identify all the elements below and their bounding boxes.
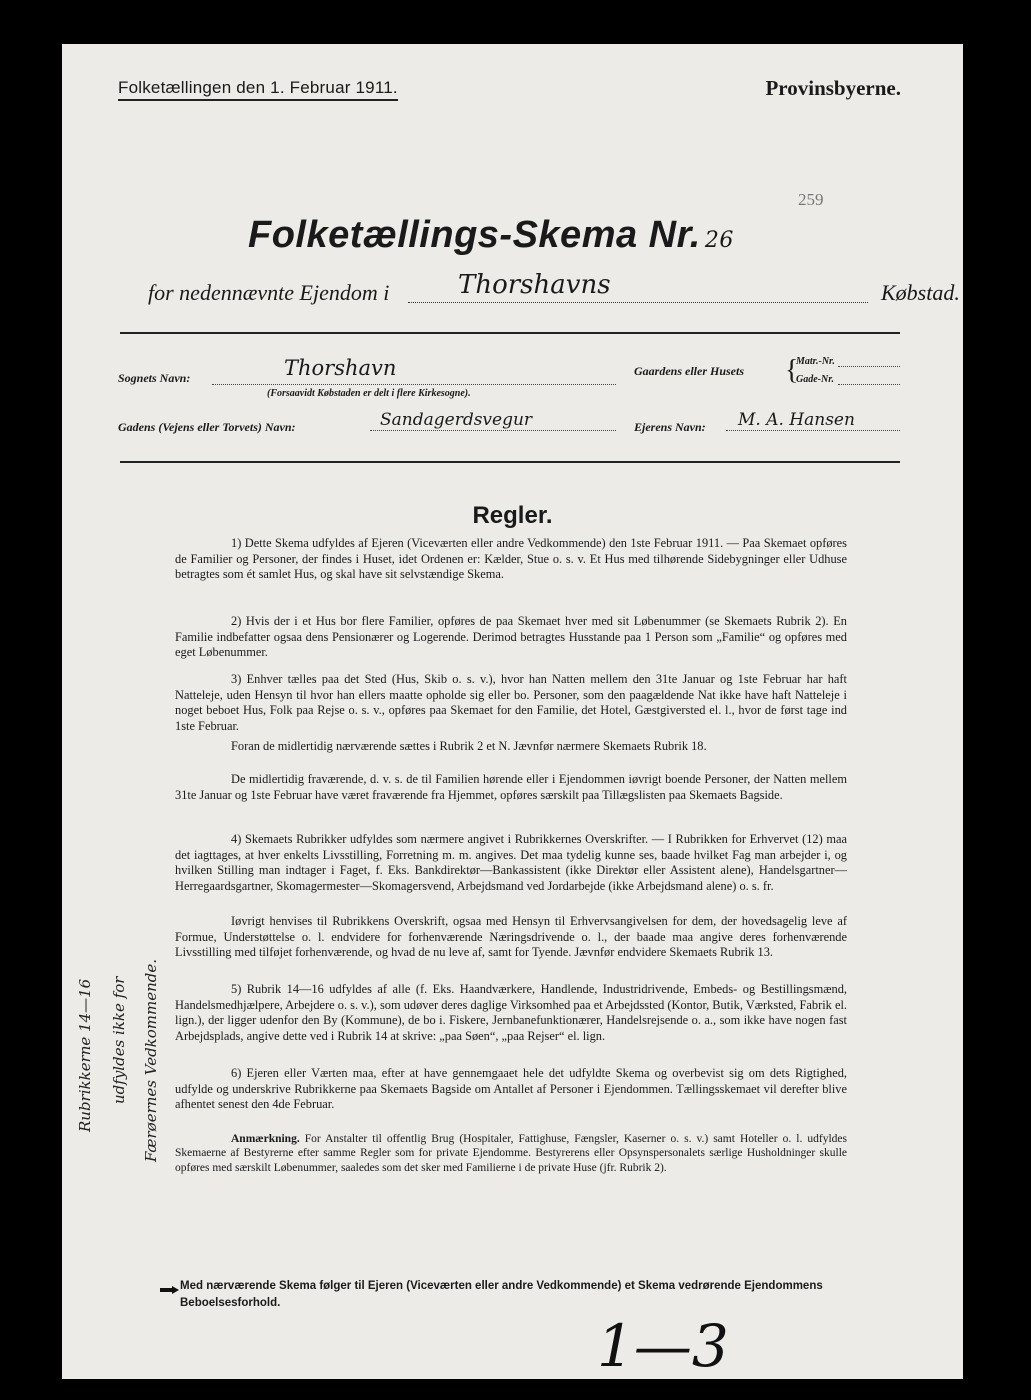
rule-paragraph-2: 2) Hvis der i et Hus bor flere Familier, opføres de paa Skemaet hver med sit Løbenummer (se Skemaets Rubrik 2). En Familie indbefatter ogsaa dens Pensionærer og Logerende. Derimod betragtes Husstande paa 1 Person som „Familie“ og opføres med eget Løbenummer.: [175, 614, 847, 660]
rule-paragraph-3b: Foran de midlertidig nærværende sættes i Rubrik 2 et N. Jævnfør nærmere Skemaets Rubrik 18.: [231, 739, 707, 753]
form-title: [248, 214, 734, 257]
note-label: Anmærkning.: [231, 1133, 300, 1145]
census-title: Folketællingen den 1. Februar 1911.: [118, 78, 398, 101]
divider-top: [120, 332, 900, 334]
rule-paragraph-3: 3) Enhver tælles paa det Sted (Hus, Skib o. s. v.), hvor han Natten mellem den 31te Januar og 1ste Februar har haft Natteleje, uden Hensyn til hvor han ellers maatte opholde sig eller bo. Personer, som den paagældende Nat ikke have haft Natteleje i noget beboet Hus, Folk paa Rejse o. s. v., opføres paa Skemaet for den Familie, det Hotel, Gæstgiversted el. l., hvor de først tage ind 1ste Februar.: [175, 672, 847, 733]
matr-label: Matr.-Nr.: [796, 356, 835, 367]
matr-fill-line: [838, 366, 900, 367]
street-label: Gadens (Vejens eller Torvets) Navn:: [118, 420, 296, 434]
rule-paragraph-6: 6) Ejeren eller Værten maa, efter at have gennemgaaet hele det udfyldte Skema og overbevist sig om dets Rigtighed, udfylde og underskrive Rubrikkerne paa Skemaets Bagside om Antallet af Personer i Ejendommen. Tællingsskemaet vil derefter blive afhentet senest den 4de Februar.: [175, 1066, 847, 1112]
page-number: 259: [798, 190, 824, 209]
parish-note: (Forsaavidt Købstaden er delt i flere Kirkesogne).: [267, 388, 471, 399]
rule-note: [175, 1132, 847, 1175]
rule-paragraph-4: 4) Skemaets Rubrikker udfyldes som nærmere angivet i Rubrikkernes Overskrifter. — I Rubrikken for Erhvervet (12) maa det iagttages, at hver enkelts Livsstilling, Forretning m. m. angives. Det maa tydelig kunne ses, baade hvilket Fag man arbejder i, og hvilken Stilling man indtager i Faget, f. Eks. Bankdirektør—Bankassistent (ikke Direktør eller Assistent alene), Handelsgartner—Herregaardsgartner, Skomagermester—Skomagersvend, Arbejdsmand ved Jordarbejde (ikke Arbejdsmand alene) o. s. fr.: [175, 832, 847, 893]
owner-value: M. A. Hansen: [738, 410, 855, 430]
rule-paragraph-4b: Iøvrigt henvises til Rubrikkens Overskrift, ogsaa med Hensyn til Erhvervsangivelsen for dem, der hovedsagelig leve af Formue, Understøttelse o. l. endvidere for forhenværende Næringsdrivende o. l., der baade maa angive deres forhenværende Livsstilling med tilføjet forhenværende, og hvad de nu leve af, samt for Tyende. Jævnfør endvidere Skemaets Rubrik 13.: [175, 914, 847, 960]
parish-label: Sognets Navn:: [118, 371, 191, 385]
pointing-hand-icon: [160, 1285, 180, 1295]
brace-glyph: {: [785, 355, 799, 386]
note-text: For Anstalter til offentlig Brug (Hospitaler, Fattighuse, Fængsler, Kaserner o. s. v.) samt Hoteller o. l. udfyldes Skemaerne af Bestyrerne efter samme Regler som for private Ejendomme. Bestyrerens eller Opsynspersonalets særlige Husholdninger skulle opføres med særskilt Løbenummer, saaledes som det sker med Familierne i de private Huse (jfr. Rubrik 2).: [175, 1133, 847, 1174]
rules-heading: Regler.: [472, 502, 553, 529]
handwritten-mark: 1—3: [597, 1312, 729, 1380]
schema-number: 26: [704, 228, 734, 253]
margin-note-line-3: Færøernes Vedkommende.: [142, 958, 160, 1162]
street-fill-line: [370, 430, 616, 431]
parish-fill-line: [212, 384, 616, 385]
footer-note: Med nærværende Skema følger til Ejeren (Viceværten eller andre Vedkommende) et Skema vedrørende Ejendommens Beboelsesforhold.: [180, 1280, 823, 1309]
property-prefix: for nedennævnte Ejendom i: [148, 280, 390, 305]
region-label: Provinsbyerne.: [765, 76, 901, 100]
census-form-sheet: [62, 44, 963, 1379]
parish-value: Thorshavn: [284, 356, 397, 380]
rule-paragraph-5: 5) Rubrik 14—16 udfyldes af alle (f. Eks. Haandværkere, Handlende, Industridrivende, Embeds- og Bestillingsmænd, Handelsmedhjælpere, Arbejdere o. s. v.), som udøver deres daglige Virksomhed paa et Arbejdssted (Kontor, Butik, Værksted, Fabrik el. lign.), der ligger udenfor den By (Kommune), de bo i. Fiskere, Jernbanefunktionærer, Handelsrejsende o. a., som ikke have nogen fast Arbejdsplads, angive dette ved i Rubrik 14 at skrive: „paa Søen“, „paa Rejser“ el. lign.: [175, 982, 847, 1043]
town-value: Thorshavns: [458, 270, 611, 300]
property-line: [148, 270, 960, 306]
form-title-text: Folketællings-Skema Nr.: [248, 214, 701, 256]
gade-fill-line: [838, 384, 900, 385]
gade-label: Gade-Nr.: [796, 374, 835, 385]
margin-note-line-1: Rubrikkerne 14—16: [76, 978, 94, 1132]
street-value: Sandagerdsvegur: [380, 410, 533, 430]
divider-bottom: [120, 461, 900, 463]
rule-paragraph-3c: De midlertidig fraværende, d. v. s. de til Familien hørende eller i Ejendommen iøvrigt boende Personer, der Natten mellem 31te Januar og 1ste Februar have været fraværende fra Hjemmet, opføres særskilt paa Tillægslisten paa Skemaets Bagside.: [175, 772, 847, 802]
owner-label: Ejerens Navn:: [634, 420, 706, 434]
owner-fill-line: [726, 430, 900, 431]
rule-paragraph-1: 1) Dette Skema udfyldes af Ejeren (Viceværten eller andre Vedkommende) den 1ste Februar 1911. — Paa Skemaet opføres de Familier og Personer, der findes i Huset, idet Ordenen er: Kælder, Stue o. s. v. Et Hus med tilhørende Sidebygninger eller Udhuse betragtes som ét samlet Hus, og skal have sit selvstændige Skema.: [175, 536, 847, 582]
farm-label: Gaardens eller Husets: [634, 364, 745, 378]
property-suffix: Købstad.: [881, 280, 960, 305]
margin-note-line-2: udfyldes ikke for: [110, 976, 128, 1104]
